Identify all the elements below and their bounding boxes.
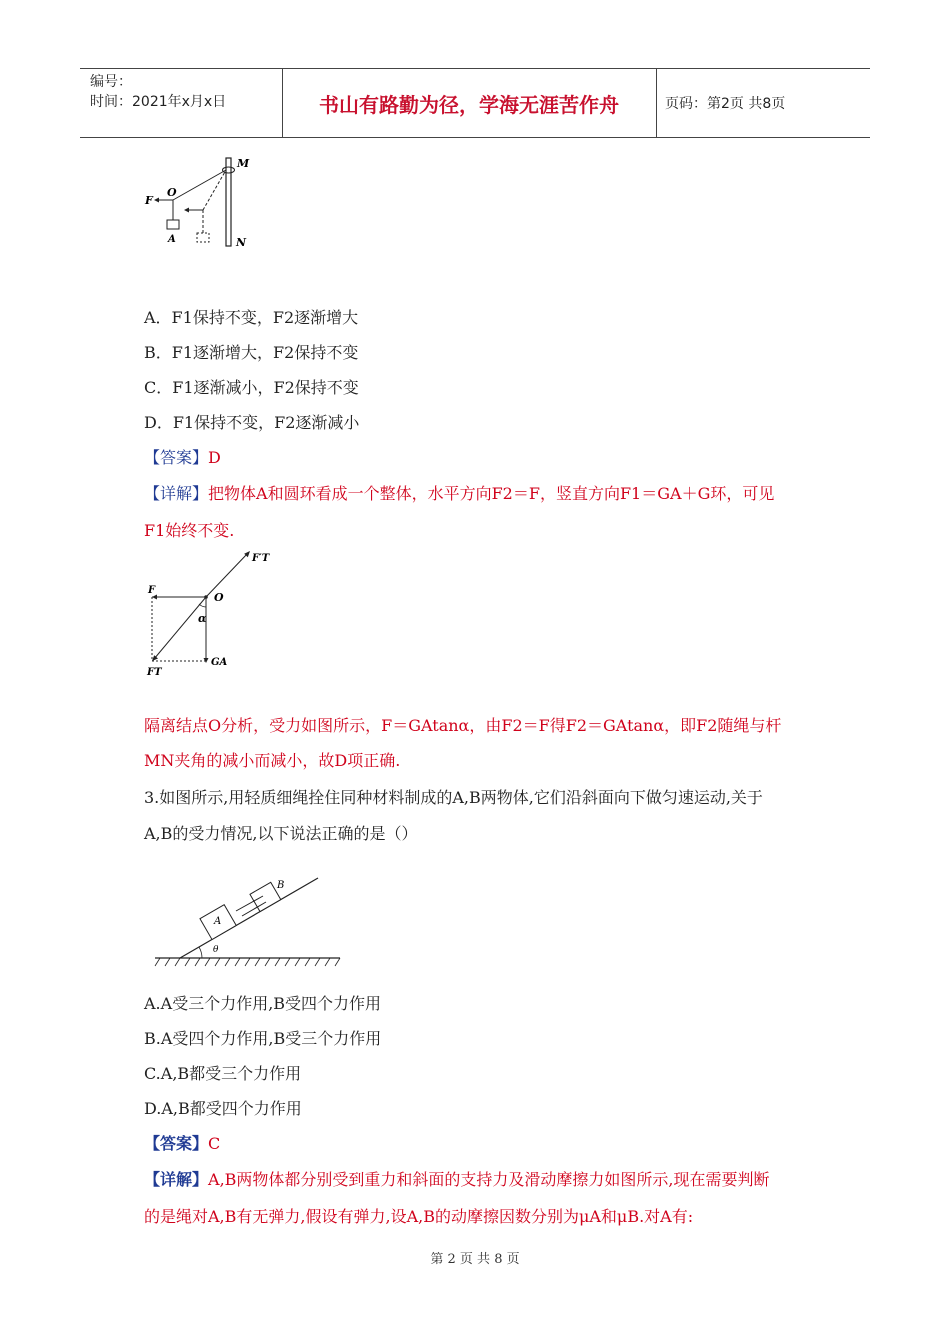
force-ft-prime-line <box>206 553 248 597</box>
q3-stem-line2: A,B的受力情况,以下说法正确的是（） <box>144 824 418 843</box>
q2-explanation-line3: 隔离结点O分析，受力如图所示，F＝GAtanα，由F2＝F得F2＝GAtanα，即F2随绳与杆 <box>144 716 782 735</box>
q2-option-a: A．F1保持不变，F2逐渐增大 <box>144 308 359 327</box>
label-f: F <box>148 585 156 596</box>
q2-option-c: C．F1逐渐减小，F2保持不变 <box>144 378 359 397</box>
q2-option-d: D．F1保持不变，F2逐渐减小 <box>144 413 360 432</box>
q3-stem-line1: 3.如图所示,用轻质细绳拴住同种材料制成的A,B两物体,它们沿斜面向下做匀速运动,关于 <box>144 788 763 807</box>
q3-answer <box>144 1131 220 1154</box>
label-a: A <box>214 916 222 927</box>
q2-explanation-line1 <box>144 481 774 504</box>
header-number: 编号： <box>90 74 132 90</box>
header-page-info: 页码：第2页 共8页 <box>665 96 786 112</box>
answer-value: C <box>208 1134 221 1153</box>
q3-option-c: C.A,B都受三个力作用 <box>144 1064 302 1083</box>
point-o <box>204 595 208 599</box>
block-a-dashed <box>197 233 209 242</box>
q3-option-d: D.A,B都受四个力作用 <box>144 1099 302 1118</box>
q3-option-a: A.A受三个力作用,B受四个力作用 <box>144 994 382 1013</box>
header-divider <box>656 69 657 137</box>
answer-value: D <box>208 448 221 467</box>
label-ga: GA <box>211 657 228 668</box>
angle-arc <box>199 604 206 607</box>
explanation-text: 把物体A和圆环看成一个整体，水平方向F2＝F，竖直方向F1＝GA＋G环，可见 <box>208 484 775 503</box>
label-n: N <box>236 236 247 249</box>
q2-option-b: B．F1逐渐增大，F2保持不变 <box>144 343 359 362</box>
label-o: O <box>167 186 177 199</box>
arrowhead <box>154 198 159 203</box>
label-m: M <box>237 157 250 170</box>
pole-mn <box>226 158 231 246</box>
label-o: O <box>214 591 224 604</box>
figure-pole-rope <box>140 150 260 255</box>
block-a <box>167 220 179 229</box>
q3-option-b: B.A受四个力作用,B受三个力作用 <box>144 1029 382 1048</box>
q2-explanation-line4: MN夹角的减小而减小，故D项正确. <box>144 751 401 770</box>
explanation-tag: 【详解】 <box>144 484 209 503</box>
header-meta <box>90 72 226 112</box>
rope <box>173 170 226 200</box>
label-ft: FT <box>147 667 162 678</box>
label-a: A <box>168 234 176 245</box>
q2-explanation-line2: F1始终不变. <box>144 521 235 540</box>
q3-explanation-line1 <box>144 1167 770 1190</box>
arrowhead <box>184 208 189 213</box>
explanation-text: A,B两物体都分别受到重力和斜面的支持力及滑动摩擦力如图所示,现在需要判断 <box>208 1170 770 1189</box>
answer-tag: 【答案】 <box>144 1134 209 1153</box>
q3-explanation-line2: 的是绳对A,B有无弹力,假设有弹力,设A,B的动摩擦因数分别为μA和μB.对A有: <box>144 1207 694 1226</box>
q2-answer <box>144 445 221 468</box>
page-header <box>80 68 870 138</box>
angle-arc <box>199 947 202 958</box>
header-date: 时间：2021年x月x日 <box>90 94 227 110</box>
label-theta: θ <box>213 945 219 955</box>
answer-tag: 【答案】 <box>144 448 209 467</box>
label-ft-prime: F′T <box>252 553 270 564</box>
page-footer: 第 2 页 共 8 页 <box>430 1252 520 1267</box>
figure-incline <box>150 860 350 970</box>
explanation-tag: 【详解】 <box>144 1170 209 1189</box>
ground-hatching <box>155 958 340 966</box>
label-b: B <box>277 880 285 891</box>
label-f: F <box>145 194 153 207</box>
label-alpha: α <box>198 612 207 625</box>
force-ft-line <box>154 597 206 659</box>
header-motto: 书山有路勤为径，学海无涯苦作舟 <box>319 92 619 117</box>
figure-force-diagram <box>140 545 280 685</box>
